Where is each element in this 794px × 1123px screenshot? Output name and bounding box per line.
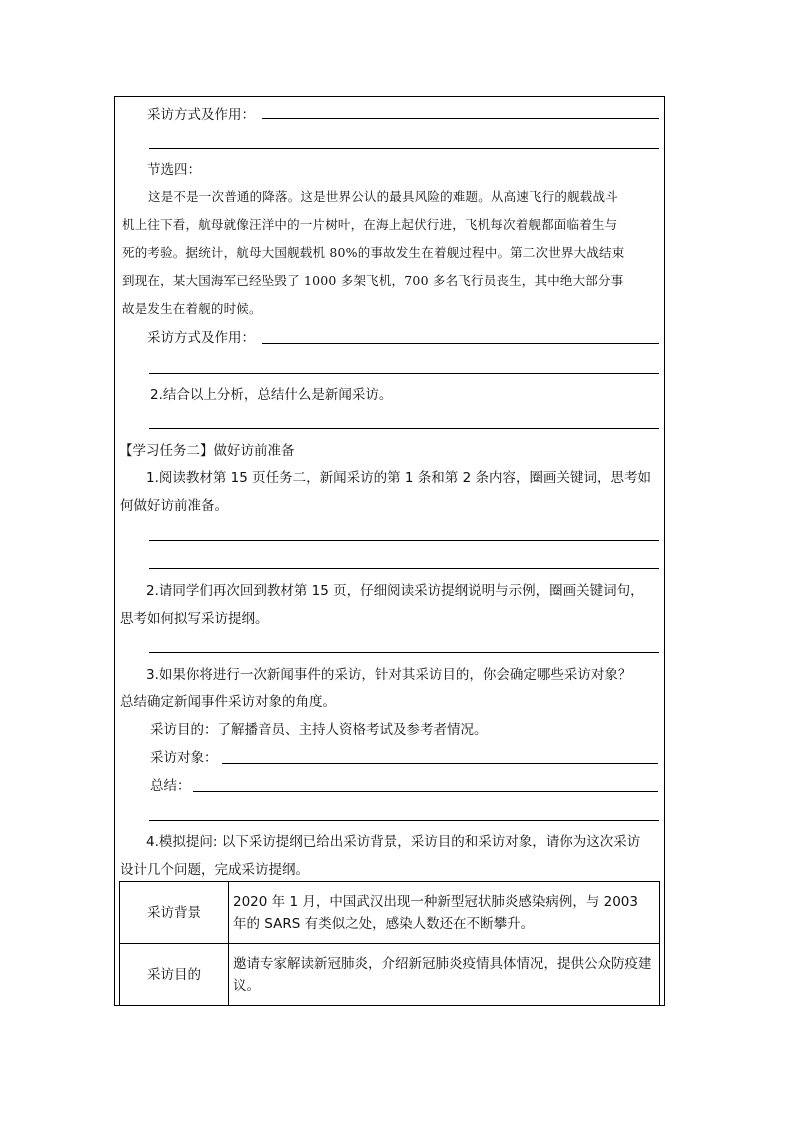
task2-question-1: 1.阅读教材第 15 页任务二，新闻采访的第 1 条和第 2 条内容，圈画关键词，思考如 [146, 470, 651, 486]
table-row [120, 882, 660, 944]
answer-line[interactable] [149, 148, 659, 149]
row-header: 采访目的 [120, 944, 229, 1006]
excerpt-title: 节选四： [147, 162, 201, 178]
table-row [120, 944, 660, 1006]
excerpt-line: 机上往下看，航母就像汪洋中的一片树叶，在海上起伏行进，飞机每次着舰都面临着生与 [122, 217, 618, 232]
question-2: 2.结合以上分析，总结什么是新闻采访。 [150, 387, 393, 403]
task2-question-3-cont: 总结确定新闻事件采访对象的角度。 [120, 694, 336, 710]
task2-question-4: 4.模拟提问: 以下采访提纲已给出采访背景，采访目的和采访对象，请你为这次采访 [146, 834, 641, 850]
excerpt-line: 死的考验。据统计，航母大国舰载机 80%的事故发生在着舰过程中。第二次世界大战结束 [122, 245, 625, 260]
row-header: 采访背景 [120, 882, 229, 944]
answer-line[interactable] [149, 568, 659, 569]
answer-line[interactable] [193, 791, 658, 792]
answer-line[interactable] [149, 540, 659, 541]
row-content: 2020 年 1 月，中国武汉出现一种新型冠状肺炎感染病例，与 2003 年的 SARS 有类似之处，感染人数还在不断攀升。 [229, 882, 660, 944]
answer-line[interactable] [149, 820, 659, 821]
excerpt-line: 到现在，某大国海军已经坠毁了 1000 多架飞机，700 多名飞行员丧生，其中绝大部分事 [122, 273, 624, 288]
interview-purpose: 采访目的：了解播音员、主持人资格考试及参考者情况。 [150, 722, 488, 738]
answer-line[interactable] [262, 343, 659, 344]
answer-line[interactable] [149, 428, 659, 429]
task2-question-1-cont: 何做好访前准备。 [120, 498, 228, 514]
summary-label: 总结： [150, 778, 191, 794]
answer-line[interactable] [222, 763, 658, 764]
task2-question-4-cont: 设计几个问题，完成采访提纲。 [120, 862, 309, 878]
task2-question-2-cont: 思考如何拟写采访提纲。 [120, 611, 269, 627]
task2-heading: 【学习任务二】做好访前准备 [119, 443, 295, 459]
row-content: 邀请专家解读新冠肺炎，介绍新冠肺炎疫情具体情况，提供公众防疫建议。 [229, 944, 660, 1006]
task2-question-2: 2.请同学们再次回到教材第 15 页，仔细阅读采访提纲说明与示例，圈画关键词句， [146, 583, 644, 599]
answer-line[interactable] [149, 373, 659, 374]
method-label: 采访方式及作用： [147, 330, 255, 346]
excerpt-line: 这是不是一次普通的降落。这是世界公认的最具风险的难题。从高速飞行的舰载战斗 [148, 189, 618, 204]
method-label: 采访方式及作用： [147, 107, 255, 123]
interview-outline-table [119, 881, 660, 1006]
answer-line[interactable] [262, 118, 659, 119]
task2-question-3: 3.如果你将进行一次新闻事件的采访，针对其采访目的，你会确定哪些采访对象？ [146, 667, 632, 683]
excerpt-line: 故是发生在着舰的时候。 [122, 301, 262, 316]
interview-target-label: 采访对象： [150, 750, 218, 766]
answer-line[interactable] [149, 652, 659, 653]
